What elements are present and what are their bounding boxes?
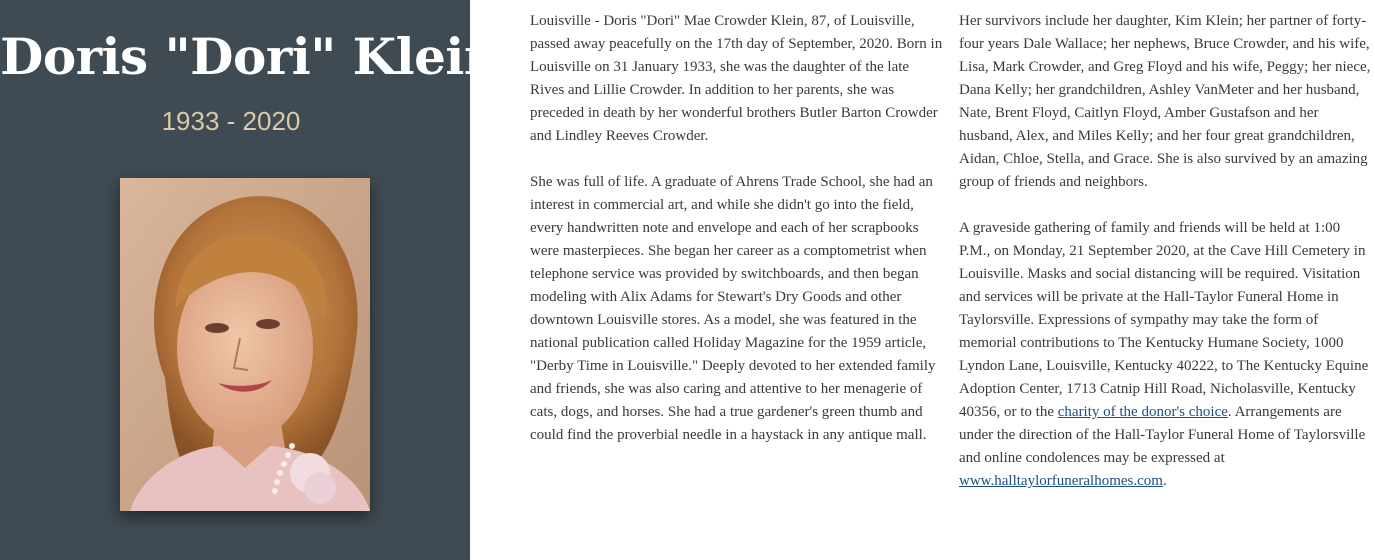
services-text-middle: . Arrangements are under the direction of the Hall-Taylor Funeral Home of Taylorsville and online condolences may be expressed at <box>959 404 1366 466</box>
obituary-paragraph-services <box>959 217 1372 493</box>
life-dates: 1933 - 2020 <box>161 106 301 136</box>
services-text-end: . <box>1162 473 1167 489</box>
obituary-column-2 <box>959 10 1372 516</box>
charity-link[interactable]: charity of the donor's choice <box>1057 404 1228 420</box>
portrait-photo <box>120 178 370 511</box>
deceased-name: Doris "Dori" Klein <box>0 27 500 86</box>
obituary-paragraph-intro: Louisville - Doris "Dori" Mae Crowder Klein, 87, of Louisville, passed away peacefully on the 17th day of September, 2020. Born in Louisville on 31 January 1933, she was the daughter of the late Rives and Lillie Crowder. In addition to her parents, she was preceded in death by her wonderful brothers Butler Barton Crowder and Lindley Reeves Crowder. <box>530 13 943 144</box>
memorial-sidebar <box>0 0 500 560</box>
obituary-paragraph-life: She was full of life. A graduate of Ahrens Trade School, she had an interest in commercial art, and while she didn't go into the field, every handwritten note and envelope and each of her scrapbooks were masterpieces. She began her career as a comptometrist when telephone service was provided by switchboards, and then began modeling with Alix Adams for Stewart's Dry Goods and other downtown Louisville stores. As a model, she was featured in the national publication called Holiday Magazine for the 1959 article, "Derby Time in Louisville." Deeply devoted to her extended family and friends, she was also caring and attentive to her menagerie of cats, dogs, and horses. She had a true gardener's green thumb and could find the proverbial needle in a haystack in any antique mall. <box>530 174 936 443</box>
obituary-paragraph-survivors: Her survivors include her daughter, Kim Klein; her partner of forty-four years Dale Wallace; her nephews, Bruce Crowder, and his wife, Lisa, Mark Crowder, and Greg Floyd and his wife, Peggy; her niece, Dana Kelly; her grandchildren, Ashley VanMeter and her husband, Nate, Brent Floyd, Caitlyn Floyd, Amber Gustafson and her husband, Alex, and Miles Kelly; and her four great grandchildren, Aidan, Chloe, Stella, and Grace. She is also survived by an amazing group of friends and neighbors. <box>959 13 1371 190</box>
obituary-column-1 <box>530 10 945 470</box>
funeral-home-website-link[interactable]: www.halltaylorfuneralhomes.com <box>959 473 1163 489</box>
services-text-start: A graveside gathering of family and friends will be held at 1:00 P.M., on Monday, 21 September 2020, at the Cave Hill Cemetery in Louisville. Masks and social distancing will be required. Visitation and services will be private at the Hall-Taylor Funeral Home in Taylorsville. Expressions of sympathy may take the form of memorial contributions to The Kentucky Humane Society, 1000 Lyndon Lane, Louisville, Kentucky 40222, to The Kentucky Equine Adoption Center, 1713 Catnip Hill Road, Nicholasville, Kentucky 40356, or to the <box>959 220 1369 420</box>
